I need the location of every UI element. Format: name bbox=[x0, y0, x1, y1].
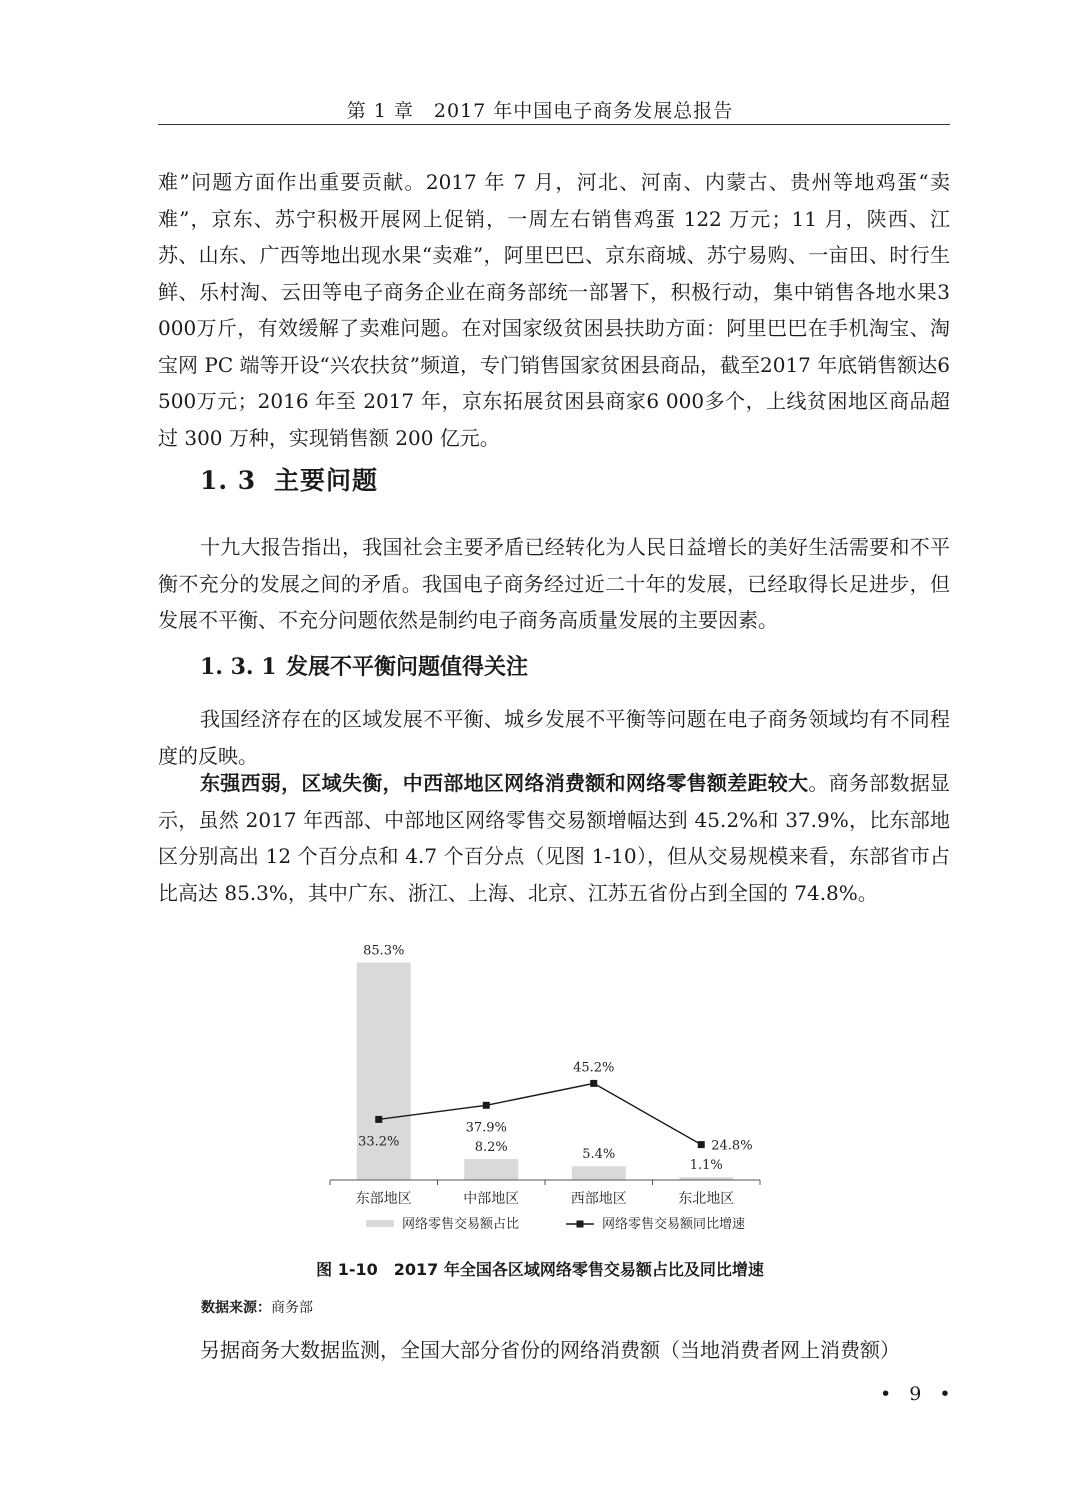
figure-chart bbox=[300, 935, 800, 1245]
body-paragraph-2: 十九大报告指出，我国社会主要矛盾已经转化为人民日益增长的美好生活需要和不平衡不充分的发展之间的矛盾。我国电子商务经过近二十年的发展，已经取得长足进步，但发展不平衡、不充分问题依然是制约电子商务高质量发展的主要因素。 bbox=[158, 535, 950, 632]
running-header: 第 1 章 2017 年中国电子商务发展总报告 bbox=[346, 100, 734, 122]
bold-lead-text: 东强西弱，区域失衡，中西部地区网络消费额和网络零售额差距较大 bbox=[200, 771, 809, 795]
bar-2 bbox=[572, 1166, 626, 1180]
bar-label-3: 1.1% bbox=[689, 1158, 723, 1174]
x-tick-label-3: 东北地区 bbox=[678, 1191, 735, 1207]
figure-caption bbox=[0, 1257, 1080, 1280]
section-heading-1-3 bbox=[200, 461, 378, 497]
line-marker-3 bbox=[698, 1141, 705, 1148]
body-paragraph-5: 另据商务大数据监测，全国大部分省份的网络消费额（当地消费者网上消费额） bbox=[200, 1338, 900, 1362]
line-label-1: 37.9% bbox=[465, 1120, 507, 1136]
line-series bbox=[379, 1083, 702, 1144]
source-label: 数据来源： bbox=[201, 1300, 271, 1316]
line-label-2: 45.2% bbox=[573, 1060, 615, 1076]
body-paragraph-1: 难”问题方面作出重要贡献。2017 年 7 月，河北、河南、内蒙古、贵州等地鸡蛋“卖难”，京东、苏宁积极开展网上促销，一周左右销售鸡蛋 122 万元；11 月，陕西、江苏、山东、广西等地出现水果“卖难”，阿里巴巴、京东商城、苏宁易购、一亩田、时行生鲜、乐村淘、云田等电子商务企业在商务部统一部署下，积极行动，集中销售各地水果3 000万斤，有效缓解了卖难问题。在对国家级贫困县扶助方面：阿里巴巴在手机淘宝、淘宝网 PC 端等开设“兴农扶贫”频道，专门销售国家贫困县商品，截至2017 年底销售额达6 500万元；2016 年至 2017 年，京东拓展贫困县商家6 000多个，上线贫困地区商品超过 300 万种，实现销售额 200 亿元。 bbox=[158, 170, 950, 450]
bar-label-2: 5.4% bbox=[582, 1147, 616, 1163]
header-rule bbox=[158, 124, 950, 125]
line-label-3: 24.8% bbox=[711, 1138, 753, 1154]
data-source bbox=[201, 1297, 313, 1317]
bar-label-1: 8.2% bbox=[474, 1140, 508, 1156]
legend-bar-label: 网络零售交易额占比 bbox=[402, 1217, 520, 1232]
figure-number: 图 1-10 bbox=[316, 1260, 378, 1279]
x-tick-label-2: 西部地区 bbox=[570, 1191, 627, 1207]
subsection-heading-1-3-1 bbox=[200, 650, 528, 681]
subsection-number: 1. 3. 1 bbox=[200, 654, 277, 680]
body-paragraph-3: 我国经济存在的区域发展不平衡、城乡发展不平衡等问题在电子商务领域均有不同程度的反映。 bbox=[158, 707, 950, 768]
section-title: 主要问题 bbox=[274, 466, 379, 495]
legend-bar-swatch bbox=[366, 1220, 394, 1227]
legend-line-label: 网络零售交易额同比增速 bbox=[602, 1217, 746, 1232]
page-number: • 9 • bbox=[880, 1383, 957, 1405]
bar-1 bbox=[464, 1159, 518, 1180]
x-tick-label-1: 中部地区 bbox=[463, 1191, 520, 1207]
bar-label-0: 85.3% bbox=[363, 943, 405, 959]
legend-line-marker bbox=[577, 1221, 584, 1228]
x-tick-label-0: 东部地区 bbox=[355, 1191, 412, 1207]
line-label-0: 33.2% bbox=[358, 1134, 400, 1150]
subsection-title: 发展不平衡问题值得关注 bbox=[286, 654, 529, 680]
line-marker-2 bbox=[590, 1080, 597, 1087]
source-value: 商务部 bbox=[271, 1300, 313, 1316]
line-marker-1 bbox=[483, 1102, 490, 1109]
line-marker-0 bbox=[375, 1116, 382, 1123]
section-number: 1. 3 bbox=[200, 466, 257, 495]
figure-title: 2017 年全国各区域网络零售交易额占比及同比增速 bbox=[393, 1260, 764, 1279]
body-paragraph-4 bbox=[158, 765, 950, 911]
paragraph-text: 。商务部数据显示，虽然 2017 年西部、中部地区网络零售交易额增幅达到 45.2%和 37.9%，比东部地区分别高出 12 个百分点和 4.7 个百分点（见图 1-10），但从交易规模来看，东部省市占比高达 85.3%，其中广东、浙江、上海、北京、江苏五省份占到全国的 74.8%。 bbox=[158, 771, 951, 905]
